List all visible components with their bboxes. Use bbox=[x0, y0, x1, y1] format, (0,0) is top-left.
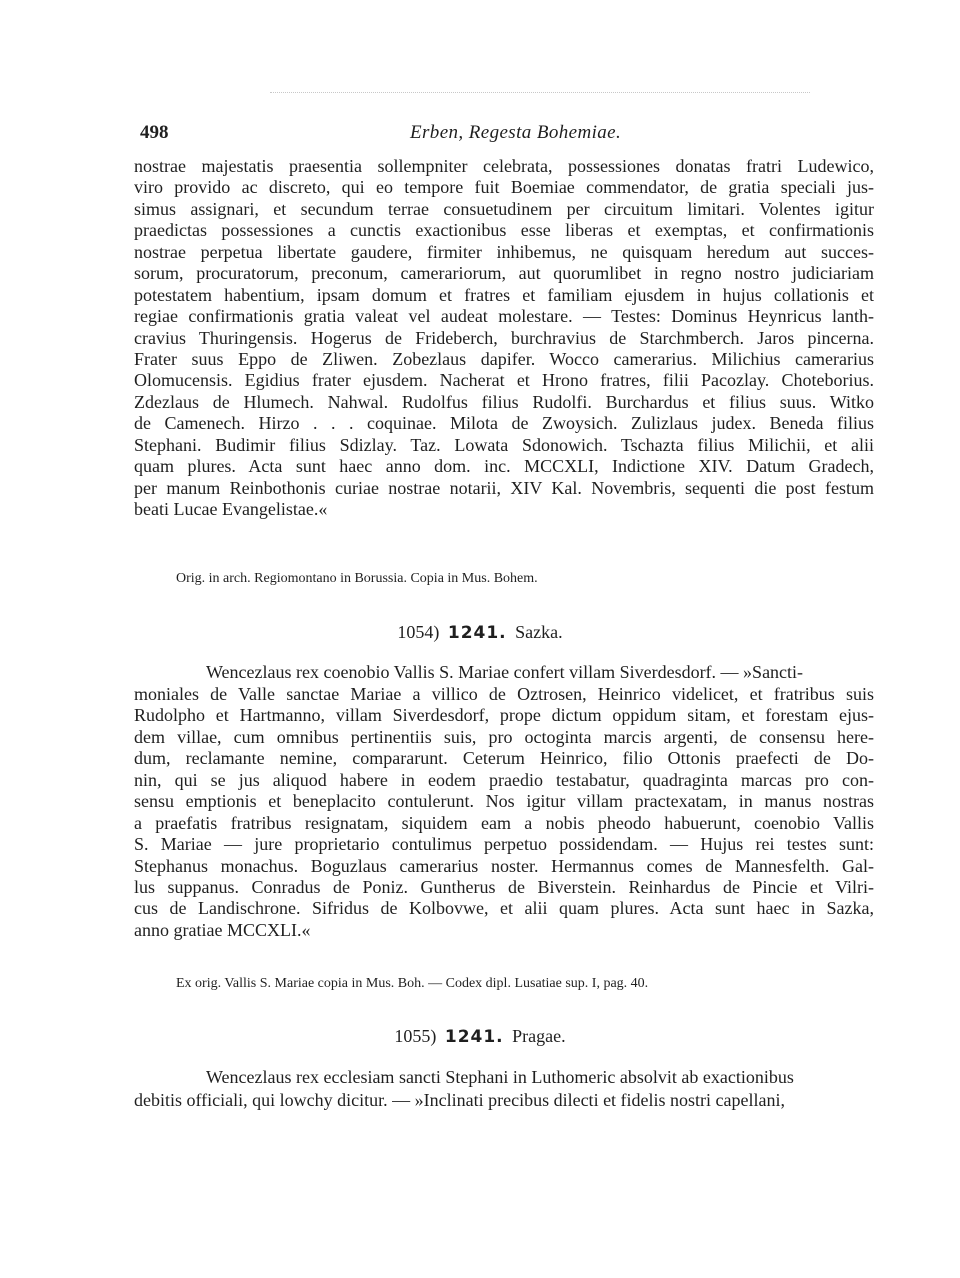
entry-number: 1054) bbox=[397, 622, 440, 642]
text-line: nin, qui se jus aliquod habere in eodem praedio testabatur, quadraginta marcas pro con- bbox=[134, 769, 874, 790]
text-line: moniales de Valle sanctae Mariae a villico de Oztrosen, Heinrico videlicet, et fratribus suis bbox=[134, 684, 874, 704]
text-line: Olomucensis. Egidius frater ejusdem. Nacherat et Hrono fratres, filii Pacozlay. Choteborius. bbox=[134, 370, 874, 391]
text-line: a praefatis fratribus resignatam, siquidem eam a nobis pheodo habuerunt, coenobio Vallis bbox=[134, 812, 874, 833]
entry-year: 1241. bbox=[444, 1027, 504, 1047]
text-line: Stephanus monachus. Boguzlaus camerarius noster. Hermannus comes de Mannesfelth. Gal- bbox=[134, 855, 874, 876]
running-title: Erben, Regesta Bohemiae. bbox=[410, 122, 622, 143]
text-line: cravius Thuringensis. Hogerus de Frideberch, burchravius de Starchmberch. Jaros pincerna. bbox=[134, 327, 874, 348]
text-line: de Camenech. Hirzo . . . coquinae. Milota de Zwoysich. Zulizlaus judex. Beneda filius bbox=[134, 413, 874, 434]
text-line: Zdezlaus de Hlumech. Nahwal. Rudolfus filius Rudolfi. Burchardus et filius suus. Witko bbox=[134, 391, 874, 412]
text-line: quam plures. Acta sunt haec anno dom. inc. MCCXLI, Indictione XIV. Datum Gradech, bbox=[134, 456, 874, 477]
text-line: dem villae, cum omnibus pertinentiis suis, pro octoginta marcis argenti, de consensu here- bbox=[134, 726, 874, 747]
source-note: Ex orig. Vallis S. Mariae copia in Mus. Boh. — Codex dipl. Lusatiae sup. I, pag. 40. bbox=[176, 976, 649, 991]
text-line: cus de Landischrone. Sifridus de Kolbovwe, et alii quam plures. Acta sunt haec in Sazka, bbox=[134, 898, 874, 919]
text-line: simus assignari, et secundum terrae consuetudinem per circuitum limitari. Volentes igitur bbox=[134, 198, 874, 219]
text-line: regiae confirmationis gratia valeat vel audeat molestare. — Testes: Dominus Heynricus lanth- bbox=[134, 306, 874, 327]
text-line: lus suppanus. Conradus de Poniz. Guntherus de Biverstein. Reinhardus de Pincie et Vilri- bbox=[134, 876, 874, 897]
entry-number: 1055) bbox=[394, 1026, 437, 1046]
top-rule bbox=[270, 92, 810, 93]
entry-summary-1054: Wencezlaus rex coenobio Vallis S. Mariae confert villam Siverdesdorf. — »Sancti- bbox=[206, 662, 804, 682]
page-header bbox=[0, 122, 960, 152]
text-block-1054 bbox=[134, 684, 874, 941]
text-line: potestatem habentium, ipsam domum et fratres et familiam ejusdem in hujus collationis et bbox=[134, 284, 874, 305]
text-line: anno gratiae MCCXLI.« bbox=[134, 919, 311, 940]
entry-heading-1055 bbox=[0, 1026, 960, 1047]
text-line: Stephani. Budimir filius Sdizlay. Taz. Lowata Sdonowich. Tschazta filius Milichii, et alii bbox=[134, 434, 874, 455]
text-line: nostrae perpetua libertate gaudere, firmiter inhibemus, ne quisquam heredum aut succes- bbox=[134, 241, 874, 262]
text-line: viro provido ac discreto, qui eo tempore fuit Boemiae commendator, de gratia speciali jus- bbox=[134, 177, 874, 198]
entry-summary-1055: Wencezlaus rex ecclesiam sancti Stephani in Luthomeric absolvit ab exactionibus bbox=[206, 1067, 794, 1087]
text-line: sorum, procuratorum, preconum, camerariorum, aut quorumlibet in regno nostro judiciariam bbox=[134, 263, 874, 284]
text-block-continuation bbox=[134, 156, 874, 520]
page-number: 498 bbox=[140, 122, 169, 143]
text-line: S. Mariae — jure proprietario contulimus perpetuo possidendam. — Hujus rei testes sunt: bbox=[134, 834, 874, 855]
text-line: praedictas possessiones a cunctis exactionibus esse liberas et exemptas, et confirmationis bbox=[134, 220, 874, 241]
text-line: dum, reclamante nemine, compararunt. Ceterum Heinrico, filio Ottonis praefecti de Do- bbox=[134, 748, 874, 769]
entry-heading-1054 bbox=[0, 622, 960, 643]
text-line: debitis officiali, qui lowchy dicitur. — »Inclinati precibus dilecti et fidelis nostri capellani, bbox=[134, 1090, 786, 1110]
text-block-1055 bbox=[134, 1090, 874, 1111]
entry-place: Sazka. bbox=[515, 622, 563, 642]
text-line: Rudolpho et Hartmanno, villam Siverdesdorf, prope dictum oppidum sitam, et forestam ejus- bbox=[134, 705, 874, 726]
entry-year: 1241. bbox=[447, 623, 507, 643]
text-line: nostrae majestatis praesentia sollempniter celebrata, possessiones donatas fratri Ludewico, bbox=[134, 156, 874, 176]
source-note: Orig. in arch. Regiomontano in Borussia. Copia in Mus. Bohem. bbox=[176, 571, 538, 586]
text-line: beati Lucae Evangelistae.« bbox=[134, 499, 328, 519]
text-line: per manum Reinbothonis curiae nostrae notarii, XIV Kal. Novembris, sequenti die post festum bbox=[134, 477, 874, 498]
text-line: Frater suus Eppo de Zliwen. Zobezlaus dapifer. Wocco camerarius. Milichius camerarius bbox=[134, 348, 874, 369]
entry-place: Pragae. bbox=[512, 1026, 566, 1046]
text-line: sensu emptionis et beneplacito contulerunt. Nos igitur villam practexatam, in manus nostras bbox=[134, 791, 874, 812]
